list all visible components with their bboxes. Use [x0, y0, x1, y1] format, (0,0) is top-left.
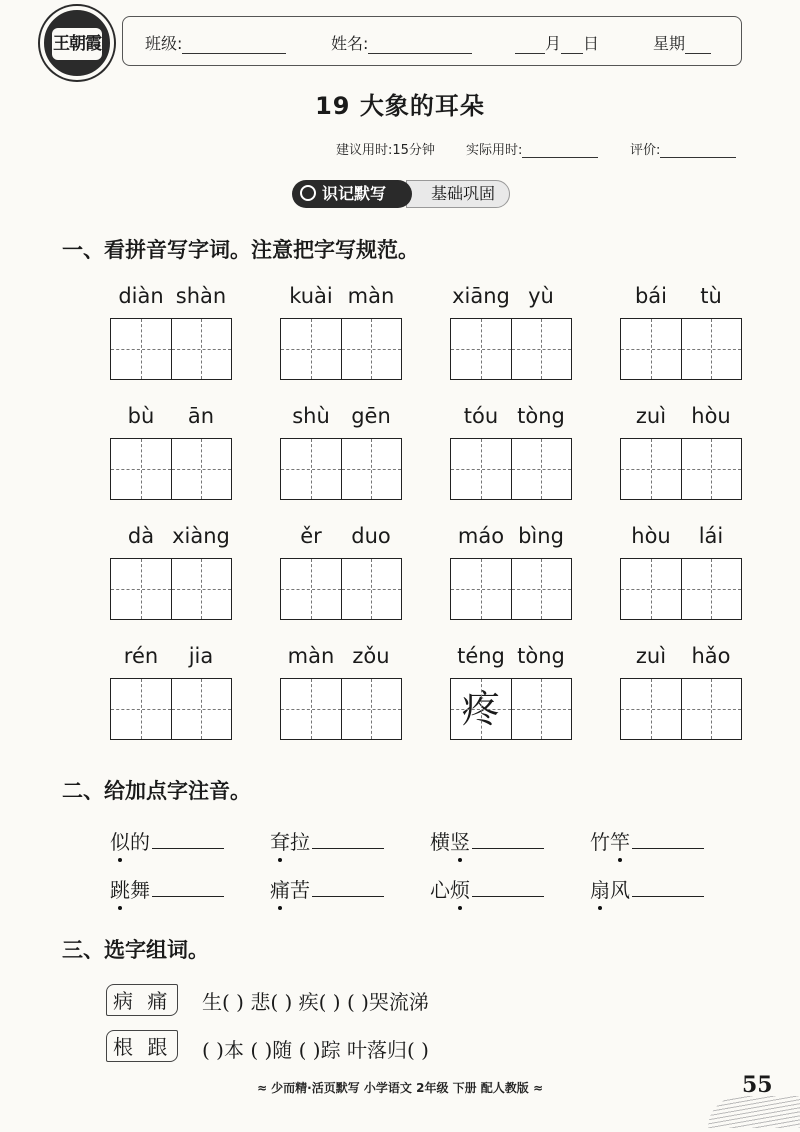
- character: 的: [130, 830, 150, 854]
- answer-blank[interactable]: [472, 830, 544, 849]
- writing-grid[interactable]: [110, 438, 232, 500]
- pinyin-syllable: ěr: [300, 524, 322, 548]
- pinyin-label: [450, 404, 572, 428]
- page-title: 19 大象的耳朵: [315, 92, 485, 120]
- grid-cell[interactable]: [511, 319, 572, 379]
- actual-time-label: 实际用时:: [466, 143, 523, 158]
- writing-grid[interactable]: [110, 678, 232, 740]
- grid-cell[interactable]: [341, 679, 402, 739]
- section-tag-light: 基础巩固: [406, 180, 510, 208]
- class-label: 班级:: [145, 34, 183, 53]
- grid-cell[interactable]: [681, 439, 742, 499]
- writing-grid[interactable]: [110, 318, 232, 380]
- fill-row-2[interactable]: ( )本 ( )随 ( )踪 叶落归( ): [202, 1038, 429, 1062]
- pinyin-syllable: zǒu: [352, 644, 390, 668]
- grid-cell[interactable]: [681, 319, 742, 379]
- suggested-time: 建议用时:15分钟: [336, 143, 435, 158]
- pinyin-syllable: dà: [127, 524, 155, 548]
- section-tag-dark-label: 识记默写: [322, 184, 387, 203]
- evaluation-field[interactable]: [630, 139, 736, 158]
- grid-cell[interactable]: [281, 679, 341, 739]
- pinyin-syllable: ān: [187, 404, 215, 428]
- pinyin-syllable: jia: [188, 644, 214, 668]
- writing-grid[interactable]: [620, 678, 742, 740]
- word-item: [430, 826, 544, 855]
- week-label: 星期: [653, 34, 686, 53]
- pinyin-label: [620, 404, 742, 428]
- pinyin-syllable: bái: [634, 284, 668, 308]
- grid-cell[interactable]: [281, 559, 341, 619]
- answer-blank[interactable]: [472, 878, 544, 897]
- name-field[interactable]: [331, 31, 472, 54]
- word-item: [110, 874, 224, 903]
- word-item: [430, 874, 544, 903]
- writing-grid[interactable]: [110, 558, 232, 620]
- pinyin-syllable: tòng: [517, 644, 565, 668]
- grid-cell[interactable]: [451, 559, 511, 619]
- pinyin-label: [450, 644, 572, 668]
- answer-blank[interactable]: [312, 878, 384, 897]
- date-field[interactable]: [515, 31, 599, 54]
- grid-cell[interactable]: [171, 439, 232, 499]
- grid-cell[interactable]: [621, 439, 681, 499]
- grid-cell[interactable]: [511, 679, 572, 739]
- grid-cell[interactable]: [621, 559, 681, 619]
- pinyin-syllable: kuài: [289, 284, 333, 308]
- grid-cell[interactable]: [171, 679, 232, 739]
- part1-title: 一、看拼音写字词。注意把字写规范。: [62, 238, 419, 262]
- dotted-character: 烦: [450, 874, 470, 903]
- pinyin-syllable: zuì: [635, 644, 667, 668]
- week-field[interactable]: [653, 31, 711, 54]
- pinyin-syllable: hǎo: [691, 644, 731, 668]
- pinyin-label: [450, 524, 572, 548]
- writing-grid[interactable]: [280, 438, 402, 500]
- character: 心: [430, 878, 450, 902]
- class-field[interactable]: [145, 31, 286, 54]
- grid-cell[interactable]: [621, 679, 681, 739]
- grid-cell[interactable]: [281, 319, 341, 379]
- grid-cell[interactable]: [621, 319, 681, 379]
- grid-cell[interactable]: [451, 439, 511, 499]
- grid-cell[interactable]: [281, 439, 341, 499]
- name-label: 姓名:: [331, 34, 369, 53]
- pinyin-syllable: hòu: [631, 524, 671, 548]
- dotted-character: 竖: [450, 826, 470, 855]
- grid-cell[interactable]: [681, 679, 742, 739]
- choice-box-1: 病 痛: [106, 984, 178, 1016]
- fill-row-1[interactable]: 生( ) 悲( ) 疾( ) ( )哭流涕: [202, 990, 429, 1014]
- grid-cell[interactable]: [511, 439, 572, 499]
- page-number: 55: [742, 1072, 773, 1098]
- pinyin-label: [110, 404, 232, 428]
- pinyin-syllable: màn: [287, 644, 335, 668]
- grid-cell[interactable]: [171, 559, 232, 619]
- word-item: [270, 874, 384, 903]
- character: 拉: [290, 830, 310, 854]
- grid-cell[interactable]: [341, 439, 402, 499]
- publisher-logo: [40, 6, 114, 80]
- writing-grid[interactable]: [620, 558, 742, 620]
- pinyin-label: [110, 284, 232, 308]
- pinyin-label: [110, 644, 232, 668]
- dotted-character: 竿: [610, 826, 630, 855]
- answer-blank[interactable]: [632, 830, 704, 849]
- word-item: [590, 874, 704, 903]
- pinyin-syllable: tòng: [517, 404, 565, 428]
- grid-cell[interactable]: [681, 559, 742, 619]
- pinyin-syllable: màn: [347, 284, 395, 308]
- grid-cell[interactable]: 疼: [451, 679, 511, 739]
- pinyin-label: [280, 644, 402, 668]
- character: 竹: [590, 830, 610, 854]
- page-corner-decoration: [708, 1096, 800, 1128]
- dotted-character: 痛: [270, 874, 290, 903]
- pinyin-syllable: diàn: [118, 284, 164, 308]
- month-label: 月: [545, 34, 562, 53]
- writing-grid[interactable]: [450, 438, 572, 500]
- writing-grid[interactable]: [450, 318, 572, 380]
- pinyin-label: [620, 284, 742, 308]
- grid-cell[interactable]: [171, 319, 232, 379]
- grid-cell[interactable]: [451, 319, 511, 379]
- pinyin-syllable: téng: [457, 644, 505, 668]
- writing-grid[interactable]: [450, 558, 572, 620]
- writing-grid[interactable]: [620, 318, 742, 380]
- grid-cell[interactable]: [111, 319, 171, 379]
- grid-cell[interactable]: [341, 559, 402, 619]
- footer-text: ≈ 少而精·活页默写 小学语文 2年级 下册 配人教版 ≈: [256, 1081, 544, 1095]
- pinyin-label: [450, 284, 572, 308]
- evaluation-label: 评价:: [630, 143, 661, 158]
- day-label: 日: [583, 34, 600, 53]
- pinyin-syllable: yù: [528, 284, 554, 308]
- dotted-character: 似: [110, 826, 130, 855]
- dotted-character: 跳: [110, 874, 130, 903]
- word-item: [270, 826, 384, 855]
- medal-icon: [300, 185, 316, 201]
- grid-cell[interactable]: [341, 319, 402, 379]
- word-item: [590, 826, 704, 855]
- writing-grid[interactable]: [280, 318, 402, 380]
- part3-title: 三、选字组词。: [62, 938, 209, 962]
- writing-grid[interactable]: [620, 438, 742, 500]
- pinyin-syllable: xiàng: [172, 524, 230, 548]
- pinyin-label: [280, 284, 402, 308]
- answer-blank[interactable]: [152, 830, 224, 849]
- pinyin-label: [280, 404, 402, 428]
- actual-time-field[interactable]: [466, 139, 598, 158]
- grid-cell[interactable]: [511, 559, 572, 619]
- pinyin-label: [280, 524, 402, 548]
- section-tag-dark: [292, 180, 412, 208]
- character: 苦: [290, 878, 310, 902]
- pinyin-syllable: hòu: [691, 404, 731, 428]
- answer-blank[interactable]: [632, 878, 704, 897]
- pinyin-syllable: shàn: [175, 284, 227, 308]
- dotted-character: 耷: [270, 826, 290, 855]
- part2-title: 二、给加点字注音。: [62, 779, 251, 803]
- pinyin-syllable: zuì: [635, 404, 667, 428]
- pinyin-syllable: máo: [457, 524, 505, 548]
- dotted-character: 扇: [590, 874, 610, 903]
- logo-text: 王朝霞: [52, 28, 102, 60]
- pinyin-syllable: bìng: [518, 524, 564, 548]
- pinyin-syllable: tóu: [463, 404, 499, 428]
- pinyin-syllable: shù: [292, 404, 330, 428]
- pinyin-label: [620, 524, 742, 548]
- character: 舞: [130, 878, 150, 902]
- choice-box-2: 根 跟: [106, 1030, 178, 1062]
- character: 风: [610, 878, 630, 902]
- pinyin-syllable: gēn: [351, 404, 391, 428]
- word-item: [110, 826, 224, 855]
- pinyin-label: [110, 524, 232, 548]
- answer-blank[interactable]: [312, 830, 384, 849]
- pinyin-syllable: bù: [127, 404, 155, 428]
- writing-grid[interactable]: [450, 678, 572, 740]
- pinyin-syllable: xiāng: [452, 284, 510, 308]
- grid-cell[interactable]: [111, 679, 171, 739]
- pinyin-syllable: rén: [123, 644, 159, 668]
- answer-blank[interactable]: [152, 878, 224, 897]
- grid-cell[interactable]: [111, 439, 171, 499]
- pinyin-syllable: tù: [700, 284, 722, 308]
- grid-cell[interactable]: [111, 559, 171, 619]
- writing-grid[interactable]: [280, 678, 402, 740]
- pinyin-label: [620, 644, 742, 668]
- pinyin-syllable: lái: [698, 524, 724, 548]
- pinyin-syllable: duo: [351, 524, 391, 548]
- writing-grid[interactable]: [280, 558, 402, 620]
- character: 横: [430, 830, 450, 854]
- student-info-bar: [122, 16, 742, 66]
